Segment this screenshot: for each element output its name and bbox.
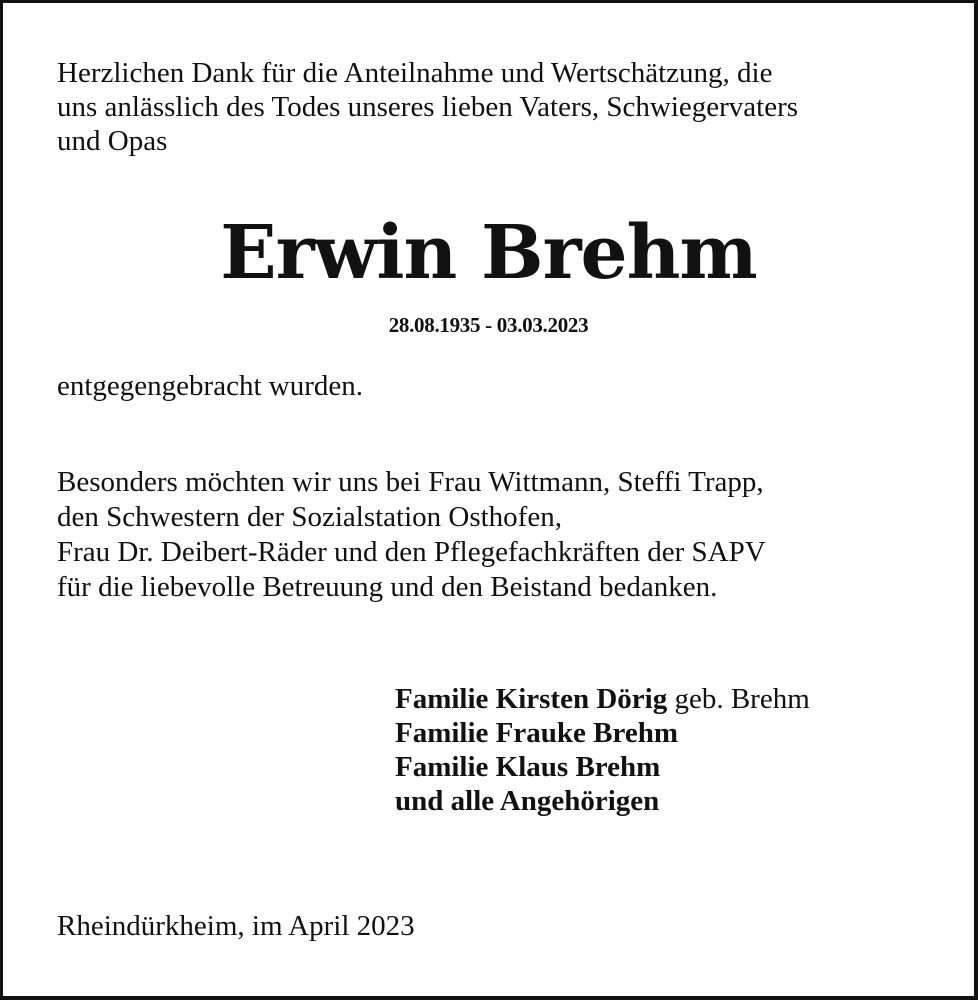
signature-line [395,750,810,784]
thanks-line: Frau Dr. Deibert-Räder und den Pflegefachkräften der SAPV [57,536,766,568]
intro-line: Herzlichen Dank für die Anteilnahme und Wertschätzung, die [57,57,773,89]
life-dates: 28.08.1935 - 03.03.2023 [388,313,589,337]
signature-name: Familie Klaus Brehm [395,751,661,783]
signature-name: Familie Frauke Brehm [395,717,678,749]
place-and-date: Rheindürkheim, im April 2023 [57,910,415,942]
intro-line: uns anlässlich des Todes unseres lieben Vaters, Schwiegervaters [57,91,799,123]
continuation-text: entgegengebracht wurden. [57,370,363,402]
thanks-line: den Schwestern der Sozialstation Osthofen, [57,501,562,533]
deceased-name: Erwin Brehm [220,210,757,296]
thanks-line: für die liebevolle Betreuung und den Beistand bedanken. [57,571,718,603]
thanks-line: Besonders möchten wir uns bei Frau Wittmann, Steffi Trapp, [57,466,764,498]
intro-paragraph [57,56,798,158]
signature-line [395,784,810,818]
signature-line [395,682,810,716]
signature-name: Familie Kirsten Dörig [395,683,668,715]
signature-line [395,716,810,750]
family-signatures [395,682,810,818]
signature-suffix: geb. Brehm [667,683,810,715]
thanks-paragraph [57,465,766,605]
intro-line: und Opas [57,125,168,157]
signature-name: und alle Angehörigen [395,785,660,817]
